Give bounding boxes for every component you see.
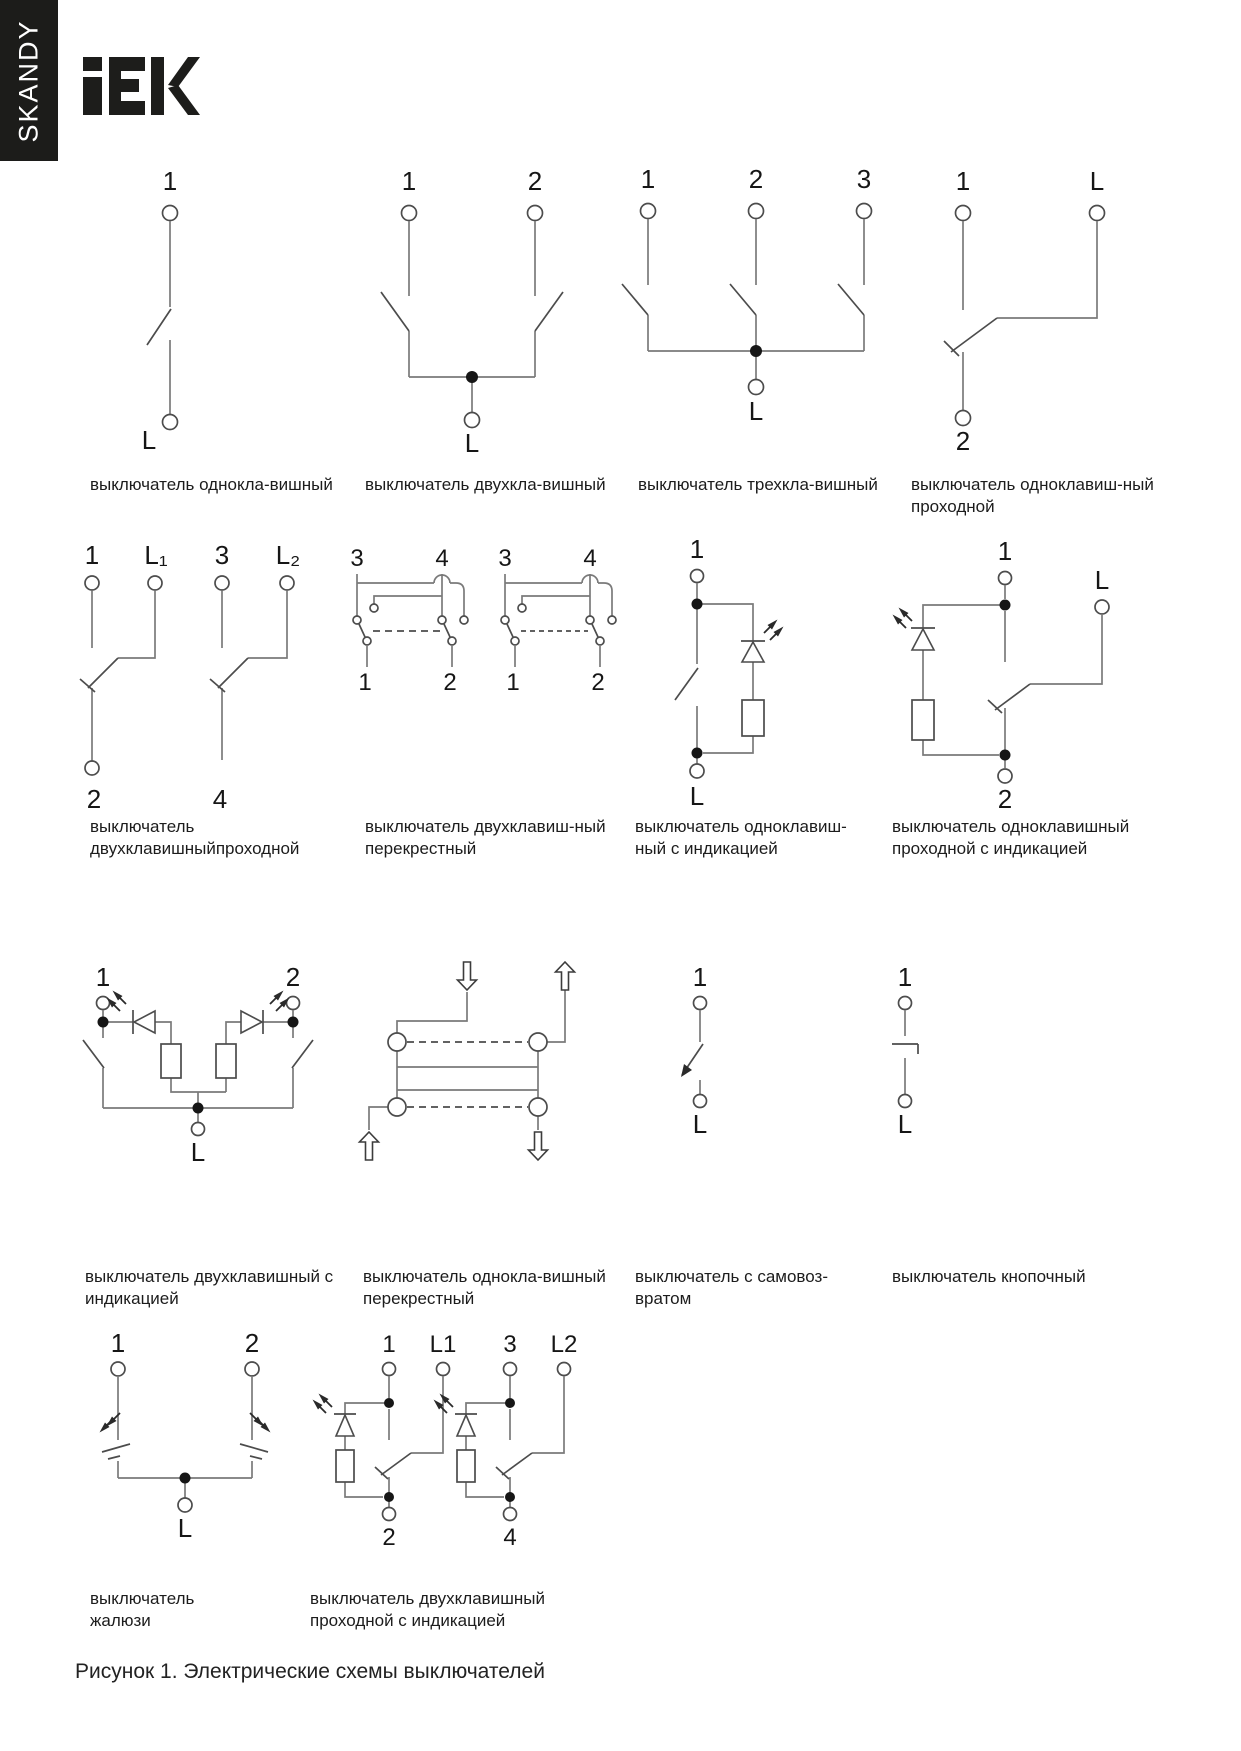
pushbutton-contact	[892, 1044, 918, 1054]
terminal-circle	[694, 1095, 707, 1108]
terminal-circle	[641, 204, 656, 219]
caption-line: выключатель	[90, 817, 195, 836]
diagram-switch-1gang-2way-indicator	[893, 536, 1110, 814]
switch-blade	[240, 1444, 268, 1452]
junction-dot	[466, 371, 478, 383]
diagram-switch-2gang-indicator	[83, 962, 313, 1167]
diagram-switch-1gang-2way	[944, 166, 1105, 456]
wires	[409, 221, 535, 412]
terminal-circle	[558, 1363, 571, 1376]
led-icon	[313, 1394, 357, 1437]
caption-r3c4	[892, 1266, 1086, 1288]
contact-circle	[518, 604, 526, 612]
terminal-label: L	[464, 428, 480, 458]
caption-line: выключатель трехкла-вишный	[638, 475, 878, 494]
terminal-circle	[690, 764, 704, 778]
terminal-label: 4	[503, 1524, 517, 1551]
caption-line: индикацией	[85, 1289, 179, 1308]
caption-r3c1	[85, 1266, 333, 1310]
switch-blade	[88, 658, 118, 688]
contact-circle	[511, 637, 519, 645]
terminal-label: 3	[214, 540, 230, 570]
caption-line: проходной с индикацией	[310, 1611, 506, 1630]
terminal-label: 1	[382, 1331, 396, 1358]
terminal-label: 1	[358, 669, 372, 696]
arrow-down-icon	[529, 1132, 548, 1160]
junction-dot	[288, 1017, 299, 1028]
terminal-circle	[85, 576, 99, 590]
caption-r3c2	[363, 1266, 606, 1310]
caption-line: выключатель	[90, 1589, 195, 1608]
caption-line: выключатель одноклавиш-	[635, 817, 847, 836]
diagram-switch-2gang-2way-indicator	[313, 1331, 578, 1551]
terminal-label: 1	[506, 669, 520, 696]
diagram-switch-blinds	[100, 1328, 271, 1543]
terminal-label: 2	[443, 669, 457, 696]
junction-dot	[384, 1398, 394, 1408]
terminal-label: L2	[550, 1331, 578, 1358]
junction-dot	[98, 1017, 109, 1028]
caption-line: выключатель двухклавишный с	[85, 1267, 334, 1286]
switch-blade	[359, 624, 365, 637]
terminal-label: L₁	[144, 540, 168, 570]
terminal-circle	[1090, 206, 1105, 221]
led-icon	[107, 991, 156, 1035]
caption-r2c4	[892, 816, 1129, 860]
blade-tick	[80, 679, 95, 692]
junction-dot	[692, 748, 703, 759]
wires	[963, 221, 1097, 410]
caption-r2c3	[635, 816, 847, 860]
terminal-circle	[178, 1498, 192, 1512]
caption-line: выключатель одноклавиш-ный	[911, 475, 1154, 494]
resistor	[912, 700, 934, 740]
caption-line: выключатель однокла-вишный	[363, 1267, 606, 1286]
junction-dot	[750, 345, 762, 357]
caption-line: выключатель одноклавишный	[892, 817, 1130, 836]
terminal-label: 2	[955, 426, 971, 456]
caption-r1c3	[638, 474, 878, 496]
terminal-circle	[749, 204, 764, 219]
caption-r4c1	[90, 1588, 194, 1632]
junction-dot	[180, 1473, 191, 1484]
terminal-label: L	[190, 1137, 206, 1167]
terminal-label: 2	[86, 784, 102, 814]
junction-dot	[505, 1398, 515, 1408]
terminal-circle	[528, 206, 543, 221]
wires	[345, 1376, 443, 1507]
switch-blade	[535, 292, 563, 331]
switch-blade	[444, 624, 450, 637]
terminal-label: 2	[591, 669, 605, 696]
caption-line: выключатель однокла-вишный	[90, 475, 333, 494]
diagram-switch-pushbutton	[892, 962, 918, 1139]
arrow-up-icon	[556, 962, 575, 990]
caption-line: проходной	[911, 497, 995, 516]
terminal-label: 1	[689, 534, 705, 564]
terminal-label: L	[1089, 166, 1105, 196]
blade-tick	[375, 1467, 388, 1479]
junction-dot	[1000, 750, 1011, 761]
switch-blade	[592, 624, 598, 637]
junction-dot	[1000, 600, 1011, 611]
terminal-circle	[215, 576, 229, 590]
switch-blade	[102, 1444, 130, 1452]
terminal-circle	[402, 206, 417, 221]
terminal-circle	[857, 204, 872, 219]
contact-circle	[448, 637, 456, 645]
terminal-circle	[383, 1508, 396, 1521]
caption-r4c2	[310, 1588, 545, 1632]
terminal-circle	[465, 413, 480, 428]
terminal-circle	[999, 572, 1012, 585]
terminal-label: L	[897, 1109, 913, 1139]
led-icon	[893, 608, 936, 651]
terminal-circle	[163, 415, 178, 430]
blade-tick	[210, 679, 225, 692]
terminal-circle	[383, 1363, 396, 1376]
contact-circle	[501, 616, 509, 624]
terminal-label: 4	[583, 545, 597, 572]
diagram-switch-1gang-indicator	[675, 534, 784, 811]
terminal-label: L₂	[275, 540, 301, 570]
self-return-arrow-icon	[681, 1064, 692, 1077]
switch-blade	[675, 668, 698, 700]
contact-circle	[370, 604, 378, 612]
terminal-label: 1	[84, 540, 100, 570]
caption-r1c2	[365, 474, 606, 496]
led-icon	[241, 991, 290, 1035]
terminal-label: 4	[212, 784, 228, 814]
caption-line: выключатель с самовоз-	[635, 1267, 828, 1286]
junction-dot	[505, 1492, 515, 1502]
contact-circle	[438, 616, 446, 624]
terminal-label: L	[689, 781, 705, 811]
terminal-label: 4	[435, 545, 449, 572]
terminal-label: 1	[897, 962, 913, 992]
caption-line: перекрестный	[363, 1289, 475, 1308]
wires	[515, 645, 600, 667]
caption-line: выключатель двухклавишный	[310, 1589, 545, 1608]
contact-circle	[353, 616, 361, 624]
terminal-label: L	[748, 396, 764, 426]
caption-r1c1	[90, 474, 333, 496]
switch-blade	[502, 1453, 532, 1475]
terminal-circle	[956, 206, 971, 221]
led-icon	[434, 1394, 478, 1437]
caption-r2c2	[365, 816, 606, 860]
switch-blade	[147, 309, 171, 345]
terminal-label: 2	[285, 962, 301, 992]
wires	[92, 591, 287, 761]
caption-r2c1	[90, 816, 299, 860]
arrow-down-icon	[458, 962, 477, 990]
terminal-label: 2	[997, 784, 1013, 814]
caption-line: выключатель двухкла-вишный	[365, 475, 606, 494]
terminal-circle	[694, 997, 707, 1010]
contact-circle	[596, 637, 604, 645]
diagram-switch-1gang	[142, 166, 178, 455]
figure-caption: Рисунок 1. Электрические схемы выключателей	[75, 1660, 545, 1683]
wires	[923, 585, 1102, 768]
contact-circle	[388, 1098, 406, 1116]
arrow-up-icon	[360, 1132, 379, 1160]
terminal-circle	[148, 576, 162, 590]
terminal-label: 2	[748, 164, 764, 194]
terminal-label: 1	[95, 962, 111, 992]
caption-line: проходной с индикацией	[892, 839, 1088, 858]
terminal-circle	[245, 1362, 259, 1376]
switch-blade	[622, 284, 648, 315]
contact-circle	[388, 1033, 406, 1051]
terminal-circle	[899, 997, 912, 1010]
contact-circle	[529, 1098, 547, 1116]
resistor	[161, 1044, 181, 1078]
terminal-circle	[280, 576, 294, 590]
blade-tick	[250, 1456, 262, 1459]
terminal-label: L1	[429, 1331, 457, 1358]
resistor	[336, 1450, 354, 1482]
junction-dot	[692, 599, 703, 610]
series-label: SKANDY	[13, 18, 44, 143]
diagram-switch-2gang-2way	[80, 540, 300, 814]
terminal-label: 3	[856, 164, 872, 194]
terminal-label: 1	[997, 536, 1013, 566]
resistor	[742, 700, 764, 736]
terminal-circle	[85, 761, 99, 775]
terminal-label: 1	[955, 166, 971, 196]
contact-circle	[460, 616, 468, 624]
caption-line: перекрестный	[365, 839, 477, 858]
terminal-label: L	[1094, 565, 1110, 595]
switch-blade	[995, 684, 1030, 710]
contact-circle	[529, 1033, 547, 1051]
switch-blade	[951, 318, 997, 352]
terminal-label: 1	[692, 962, 708, 992]
caption-r3c3	[635, 1266, 828, 1310]
resistor	[216, 1044, 236, 1078]
terminal-circle	[437, 1363, 450, 1376]
switch-blade	[292, 1040, 313, 1068]
caption-line: жалюзи	[90, 1611, 151, 1630]
caption-line: выключатель двухклавиш-ный	[365, 817, 606, 836]
terminal-label: 1	[640, 164, 656, 194]
terminal-circle	[163, 206, 178, 221]
wires	[466, 1376, 564, 1507]
switch-blade	[381, 292, 409, 331]
terminal-label: 3	[503, 1331, 517, 1358]
diagram-switch-2gang-crossover	[350, 545, 616, 696]
diagram-switch-2gang	[381, 166, 563, 458]
switch-blade	[507, 624, 513, 637]
caption-line: двухклавишныйпроходной	[90, 839, 300, 858]
terminal-circle	[899, 1095, 912, 1108]
resistor	[457, 1450, 475, 1482]
terminal-circle	[111, 1362, 125, 1376]
switch-blade	[730, 284, 756, 315]
diagram-switch-3gang	[622, 164, 872, 426]
caption-r1c4	[911, 474, 1154, 518]
terminal-label: 1	[401, 166, 417, 196]
switch-blade	[83, 1040, 104, 1068]
junction-dot	[384, 1492, 394, 1502]
terminal-label: L	[177, 1513, 193, 1543]
terminal-label: 1	[162, 166, 178, 196]
terminal-label: 2	[382, 1524, 396, 1551]
led-icon	[741, 620, 784, 663]
caption-line: выключатель кнопочный	[892, 1267, 1086, 1286]
terminal-circle	[956, 411, 971, 426]
caption-line: вратом	[635, 1289, 692, 1308]
switch-blade	[381, 1453, 411, 1475]
wires	[367, 645, 452, 667]
terminal-label: 3	[350, 545, 364, 572]
switch-blade	[838, 284, 864, 315]
terminal-label: L	[692, 1109, 708, 1139]
terminal-label: 3	[498, 545, 512, 572]
terminal-circle	[504, 1363, 517, 1376]
terminal-label: L	[141, 425, 157, 455]
terminal-label: 2	[244, 1328, 260, 1358]
terminal-circle	[192, 1123, 205, 1136]
terminal-circle	[998, 769, 1012, 783]
contact-circle	[608, 616, 616, 624]
junction-dot	[193, 1103, 204, 1114]
blade-tick	[496, 1467, 509, 1479]
diagram-switch-1gang-crossover	[360, 962, 575, 1160]
diagram-switch-self-return	[681, 962, 707, 1139]
caption-line: ный с индикацией	[635, 839, 778, 858]
terminal-circle	[504, 1508, 517, 1521]
blade-tick	[108, 1456, 120, 1459]
contact-circle	[586, 616, 594, 624]
terminal-label: 1	[110, 1328, 126, 1358]
switch-blade	[218, 658, 248, 688]
contact-circle	[363, 637, 371, 645]
terminal-label: 2	[527, 166, 543, 196]
terminal-circle	[1095, 600, 1109, 614]
terminal-circle	[691, 570, 704, 583]
terminal-circle	[749, 380, 764, 395]
